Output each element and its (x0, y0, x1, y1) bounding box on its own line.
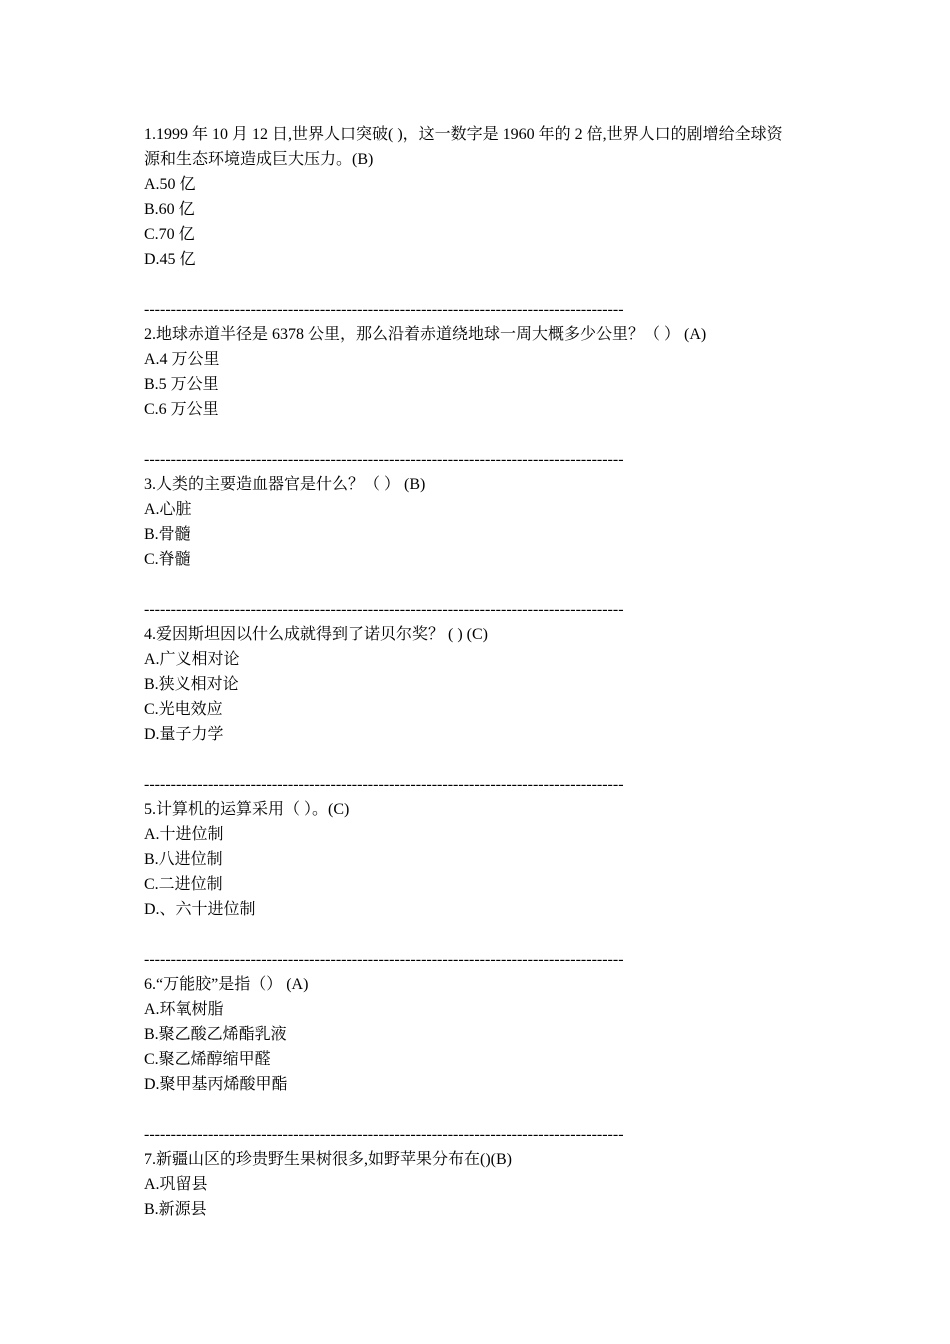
question-stem: 源和生态环境造成巨大压力。(B) (144, 151, 374, 168)
question-1 (144, 122, 824, 272)
blank-line (144, 747, 824, 772)
answer-option: C.脊髓 (144, 551, 191, 568)
question-stem: 6.“万能胶”是指（） (A) (144, 976, 309, 993)
question-stem: 3.人类的主要造血器官是什么？（ ） (B) (144, 476, 426, 493)
question-6 (144, 972, 824, 1097)
question-stem: 1.1999 年 10 月 12 日,世界人口突破( )，这一数字是 1960 年的 2 倍,世界人口的剧增给全球资 (144, 126, 783, 143)
answer-option: B.新源县 (144, 1201, 207, 1218)
question-stem: 5.计算机的运算采用（ ）。(C) (144, 801, 350, 818)
blank-line (144, 422, 824, 447)
answer-option: D.、六十进位制 (144, 901, 256, 918)
separator-line: ------------------------------------------------------------------------------------------ (144, 1126, 624, 1143)
question-4 (144, 622, 824, 747)
separator-line: ------------------------------------------------------------------------------------------ (144, 601, 624, 618)
question-5 (144, 797, 824, 922)
question-7 (144, 1147, 824, 1222)
answer-option: A.环氧树脂 (144, 1001, 224, 1018)
separator-line: ------------------------------------------------------------------------------------------ (144, 451, 624, 468)
answer-option: A.十进位制 (144, 826, 224, 843)
answer-option: A.4 万公里 (144, 351, 220, 368)
separator-line: ------------------------------------------------------------------------------------------ (144, 776, 624, 793)
answer-option: C.二进位制 (144, 876, 223, 893)
question-3 (144, 472, 824, 572)
answer-option: A.巩留县 (144, 1176, 208, 1193)
blank-line (144, 572, 824, 597)
answer-option: A.广义相对论 (144, 651, 240, 668)
question-list (144, 122, 824, 1222)
separator-line: ------------------------------------------------------------------------------------------ (144, 951, 624, 968)
question-stem: 4.爱因斯坦因以什么成就得到了诺贝尔奖？ ( ) (C) (144, 626, 488, 643)
answer-option: C.6 万公里 (144, 401, 219, 418)
blank-line (144, 1097, 824, 1122)
question-2 (144, 322, 824, 422)
answer-option: D.聚甲基丙烯酸甲酯 (144, 1076, 288, 1093)
answer-option: A.心脏 (144, 501, 192, 518)
answer-option: C.光电效应 (144, 701, 223, 718)
answer-option: C.70 亿 (144, 226, 195, 243)
answer-option: B.狭义相对论 (144, 676, 239, 693)
question-stem: 2.地球赤道半径是 6378 公里，那么沿着赤道绕地球一周大概多少公里？（ ） (A) (144, 326, 707, 343)
answer-option: B.聚乙酸乙烯酯乳液 (144, 1026, 287, 1043)
answer-option: B.骨髓 (144, 526, 191, 543)
blank-line (144, 922, 824, 947)
question-stem: 7.新疆山区的珍贵野生果树很多,如野苹果分布在()(B) (144, 1151, 512, 1168)
answer-option: B.60 亿 (144, 201, 195, 218)
answer-option: C.聚乙烯醇缩甲醛 (144, 1051, 271, 1068)
answer-option: B.八进位制 (144, 851, 223, 868)
answer-option: D.量子力学 (144, 726, 224, 743)
answer-option: A.50 亿 (144, 176, 196, 193)
answer-option: B.5 万公里 (144, 376, 219, 393)
answer-option: D.45 亿 (144, 251, 196, 268)
blank-line (144, 272, 824, 297)
separator-line: ------------------------------------------------------------------------------------------ (144, 301, 624, 318)
